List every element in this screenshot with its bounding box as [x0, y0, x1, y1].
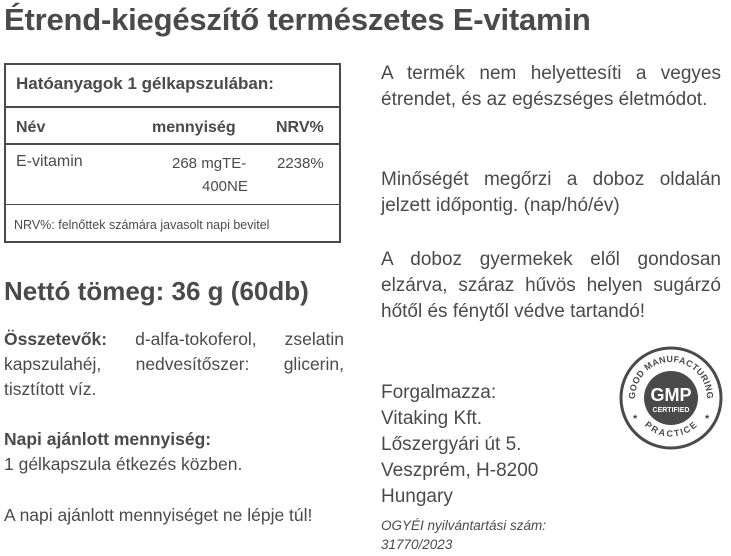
gmp-center-text: GMP: [650, 385, 692, 405]
distributor-street: Lőszergyári út 5.: [381, 434, 522, 455]
column-header-name: Név: [16, 119, 46, 136]
star-icon: ★: [704, 414, 711, 421]
column-header-amount: mennyiség: [152, 119, 236, 136]
distributor-company: Vitaking Kft.: [381, 408, 483, 429]
row-amount-line1: 268 mgTE-: [172, 155, 247, 172]
row-name: E-vitamin: [16, 153, 83, 170]
distributor-label: Forgalmazza:: [381, 382, 497, 403]
dosage: [4, 427, 344, 477]
warning-text: A napi ajánlott mennyiséget ne lépje túl!: [4, 505, 313, 525]
gmp-bottom-text: PRACTICE: [642, 419, 700, 439]
gmp-top-text: GOOD MANUFACTURING: [626, 353, 716, 400]
ingredients: [4, 327, 344, 402]
product-title: Étrend-kiegészítő természetes E-vitamin: [4, 2, 591, 37]
ingredients-label: Összetevők:: [4, 329, 108, 349]
net-weight: Nettó tömeg: 36 g (60db): [4, 276, 309, 306]
notice-text: A termék nem helyettesíti a vegyes étrendet, és az egészséges életmódot.: [381, 63, 721, 110]
divider: [6, 106, 339, 108]
gmp-badge-icon: [618, 345, 724, 451]
nutrition-heading: Hatóanyagok 1 gélkapszulában:: [16, 74, 274, 93]
dosage-text: 1 gélkapszula étkezés közben.: [4, 454, 243, 474]
ingredients-text: d-alfa-tokoferol, zselatin kapszulahéj, nedvesítőszer: glicerin, tisztított víz.: [4, 329, 344, 399]
row-amount-line2: 400NE: [202, 178, 248, 195]
nrv-footnote: NRV%: felnőttek számára javasolt napi bevitel: [14, 218, 270, 232]
distributor-city: Veszprém, H-8200 Hungary: [381, 460, 539, 507]
registration-label: OGYÉI nyilvántartási szám:: [381, 518, 547, 533]
nutrition-table: [4, 63, 341, 243]
distributor: [381, 380, 611, 510]
star-icon: ★: [632, 414, 639, 421]
storage-text: A doboz gyermekek elől gondosan elzárva, száraz hűvös helyen sugárzó hőtől és fénytől védve tartandó!: [381, 249, 721, 322]
registration-number: 31770/2023: [381, 537, 453, 552]
registration: [381, 516, 546, 554]
row-nrv: 2238%: [277, 155, 324, 172]
divider: [6, 143, 339, 145]
column-header-nrv: NRV%: [276, 119, 324, 136]
dosage-label: Napi ajánlott mennyiség:: [4, 429, 212, 449]
gmp-sub-text: CERTIFIED: [652, 407, 690, 414]
divider: [6, 204, 339, 205]
best-before-text: Minőségét megőrzi a doboz oldalán jelzett időpontig. (nap/hó/év): [381, 169, 721, 216]
